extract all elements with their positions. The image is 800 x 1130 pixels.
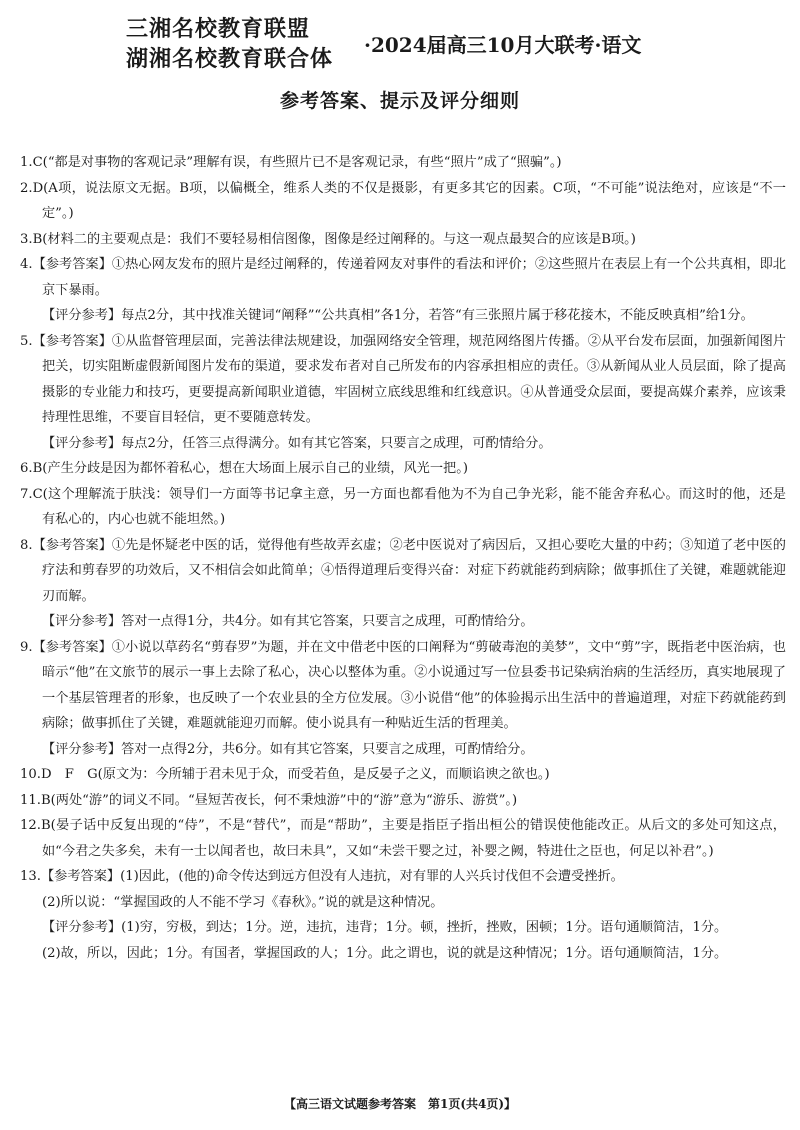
answer-item-5: 5.【参考答案】①从监督管理层面，完善法律法规建设，加强网络安全管理，规范网络图片传播。②从平台发布层面，加强新闻图片把关，切实阻断虚假新闻图片发布的渠道，要求发布者对自己所发布的内容承担相应的责任。③从新闻从业人员层面，除了提高摄影的专业能力和技巧，更要提高新闻职业道德，牢固树立底线思维和红线意识。④从普通受众层面，要提高媒介素养，应该秉持理性思维，不要盲目轻信，更不要随意转发。 (20, 333, 786, 425)
answer-item-2: 2.D(A项，说法原文无据。B项，以偏概全，维系人类的不仅是摄影，有更多其它的因素。C项，“不可能”说法绝对，应该是“不一定”。) (20, 180, 786, 221)
answer-item-9: 9.【参考答案】①小说以草药名“剪春罗”为题，并在文中借老中医的口阐释为“剪破毒泡的美梦”，文中“剪”字，既指老中医治病，也暗示“他”在文旅节的展示一事上去除了私心，决心以整体为重。②小说通过写一位县委书记染病治病的生活经历，真实地展现了一个基层管理者的形象，也反映了一个农业县的全方位发展。③小说借“他”的体验揭示出生活中的普遍道理，对症下药就能药到病除；做事抓住了关键，难题就能迎刃而解。使小说具有一种贴近生活的哲理美。 (20, 639, 786, 731)
answer-item-12: 12.B(晏子话中反复出现的“侍”，不是“替代”，而是“帮助”，主要是指臣子指出桓公的错误使他能改正。从后文的多处可知这点，如“今君之失多矣，未有一士以闻者也，故曰未具”，又如“未尝干婴之过，补婴之阙，特进仕之臣也，何足以补君”。) (20, 818, 786, 859)
document-title: 参考答案、提示及评分细则 (279, 90, 520, 112)
alliance-line-1: 三湘名校教育联盟 (126, 16, 311, 42)
answer-item-6: 6.B(产生分歧是因为都怀着私心，想在大场面上展示自己的业绩，风光一把。) (20, 461, 468, 476)
alliance-line-2: 湖湘名校教育联合体 (126, 46, 334, 72)
answer-item-7: 7.C(这个理解流于肤浅：领导们一方面等书记拿主意，另一方面也都看他为不为自己争光彩，能不能舍弃私心。而这时的他，还是有私心的，内心也就不能坦然。) (20, 486, 786, 527)
scoring-note-4: 【评分参考】每点2分，其中找准关键词“阐释”“公共真相”各1分，若答“有三张照片属于移花接木，不能反映真相”给1分。 (42, 308, 754, 323)
answer-item-1: 1.C(“都是对事物的客观记录”理解有误，有些照片已不是客观记录，有些“照片”成了“照骗”。) (20, 155, 562, 170)
answer-item-8: 8.【参考答案】①先是怀疑老中医的话，觉得他有些故弄玄虚；②老中医说对了病因后，又担心要吃大量的中药；③知道了老中医的疗法和剪春罗的功效后，又不相信会如此简单；④悟得道理后变得兴奋：对症下药就能药到病除；做事抓住了关键，难题就能迎刃而解。 (20, 537, 786, 604)
scoring-note-8: 【评分参考】答对一点得1分，共4分。如有其它答案，只要言之成理，可酌情给分。 (42, 614, 534, 629)
page-header (126, 14, 766, 82)
scoring-note-13: 【评分参考】(1)穷，穷极，到达；1分。逆，违抗，违背；1分。顿，挫折，挫败，困顿；1分。语句通顺简洁，1分。 (42, 920, 728, 935)
page-footer: 【高三语文试题参考答案 第1页(共4页)】 (283, 1097, 517, 1111)
scoring-note-5: 【评分参考】每点2分，任答三点得满分。如有其它答案，只要言之成理，可酌情给分。 (42, 435, 552, 451)
answer-item-10: 10.D F G(原文为：今所辅于君未见于众，而受若鱼，是反晏子之义，而顺谄谀之欲也。) (20, 767, 550, 782)
scoring-note-9: 【评分参考】答对一点得2分，共6分。如有其它答案，只要言之成理，可酌情给分。 (42, 741, 534, 757)
answer-item-4: 4.【参考答案】①热心网友发布的照片是经过阐释的，传递着网友对事件的看法和评价；②这些照片在表层上有一个公共真相，即北京下暴雨。 (20, 257, 786, 298)
answer-item-3: 3.B(材料二的主要观点是：我们不要轻易相信图像，图像是经过阐释的。与这一观点最契合的应该是B项。) (20, 231, 636, 247)
answer-item-13-part-2: (2)所以说：“掌握国政的人不能不学习《春秋》。”说的就是这种情况。 (42, 894, 444, 910)
answer-item-11: 11.B(两处“游”的词义不同。“昼短苦夜长，何不秉烛游”中的“游”意为“游乐、游赏”。) (20, 792, 518, 808)
exam-title: ·2024届高三10月大联考·语文 (364, 33, 642, 57)
answer-item-13: 13.【参考答案】(1)因此，(他的)命令传达到远方但没有人违抗，对有罪的人兴兵讨伐但不会遭受挫折。 (20, 869, 624, 884)
alliance-names (126, 14, 333, 74)
scoring-note-13-part-2: (2)故，所以，因此；1分。有国者，掌握国政的人；1分。此之谓也，说的就是这种情况；1分。语句通顺简洁，1分。 (42, 945, 728, 961)
answer-list (16, 150, 786, 966)
